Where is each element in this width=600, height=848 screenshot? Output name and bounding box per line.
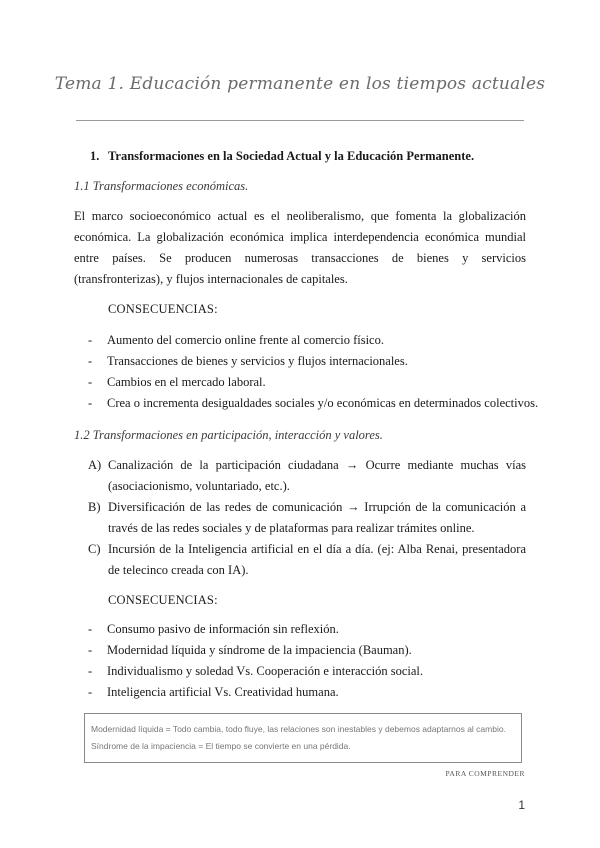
subsection-heading-participation: 1.2 Transformaciones en participación, interacción y valores. — [74, 428, 383, 442]
list-item: B) Diversificación de las redes de comunicación → Irrupción de la comunicación a través de las redes sociales y de plataformas para realizar trámites online. — [88, 500, 526, 535]
note-line: Modernidad líquida = Todo cambia, todo fluye, las relaciones son inestables y debemos adaptarnos al cambio. — [91, 724, 506, 734]
section-number: 1. — [90, 149, 100, 163]
section-heading — [90, 149, 474, 164]
list-item: - Inteligencia artificial Vs. Creatividad humana. — [88, 685, 339, 699]
section-heading-text: Transformaciones en la Sociedad Actual y la Educación Permanente. — [108, 149, 475, 163]
list-item: - Cambios en el mercado laboral. — [88, 375, 266, 389]
note-line: Síndrome de la impaciencia = El tiempo se convierte en una pérdida. — [91, 741, 351, 751]
list-item: C) Incursión de la Inteligencia artificial en el día a día. (ej: Alba Renai, presentadora de telecinco creada con IA). — [88, 542, 526, 577]
economic-consequences-list — [88, 330, 538, 414]
page-number: 1 — [518, 798, 525, 812]
subsection-heading-economic: 1.1 Transformaciones económicas. — [74, 179, 249, 193]
consequences-label-economic: CONSECUENCIAS: — [108, 302, 218, 316]
page-title: Tema 1. Educación permanente en los tiempos actuales — [54, 74, 546, 94]
list-item: - Crea o incrementa desigualdades sociales y/o económicas en determinados colectivos. — [88, 396, 539, 410]
economic-paragraph: El marco socioeconómico actual es el neoliberalismo, que fomenta la globalización económica. La globalización económica implica interdependencia económica mundial entre países. Se producen numerosas transacciones de bienes y servicios (transfronterizas), y flujos internacionales de capitales. — [74, 209, 526, 286]
participation-list — [88, 455, 526, 581]
list-item: - Aumento del comercio online frente al comercio físico. — [88, 333, 384, 347]
list-item: - Consumo pasivo de información sin reflexión. — [88, 622, 339, 636]
list-item: - Modernidad líquida y síndrome de la impaciencia (Bauman). — [88, 643, 412, 657]
title-divider — [76, 120, 524, 121]
note-caption: PARA COMPRENDER — [445, 769, 525, 778]
participation-consequences-list — [88, 619, 423, 703]
consequences-label-participation: CONSECUENCIAS: — [108, 593, 218, 607]
note-box — [84, 713, 522, 763]
list-item: - Individualismo y soledad Vs. Cooperación e interacción social. — [88, 664, 424, 678]
list-item: - Transacciones de bienes y servicios y flujos internacionales. — [88, 354, 408, 368]
list-item: A) Canalización de la participación ciudadana → Ocurre mediante muchas vías (asociacionismo, voluntariado, etc.). — [88, 458, 526, 493]
